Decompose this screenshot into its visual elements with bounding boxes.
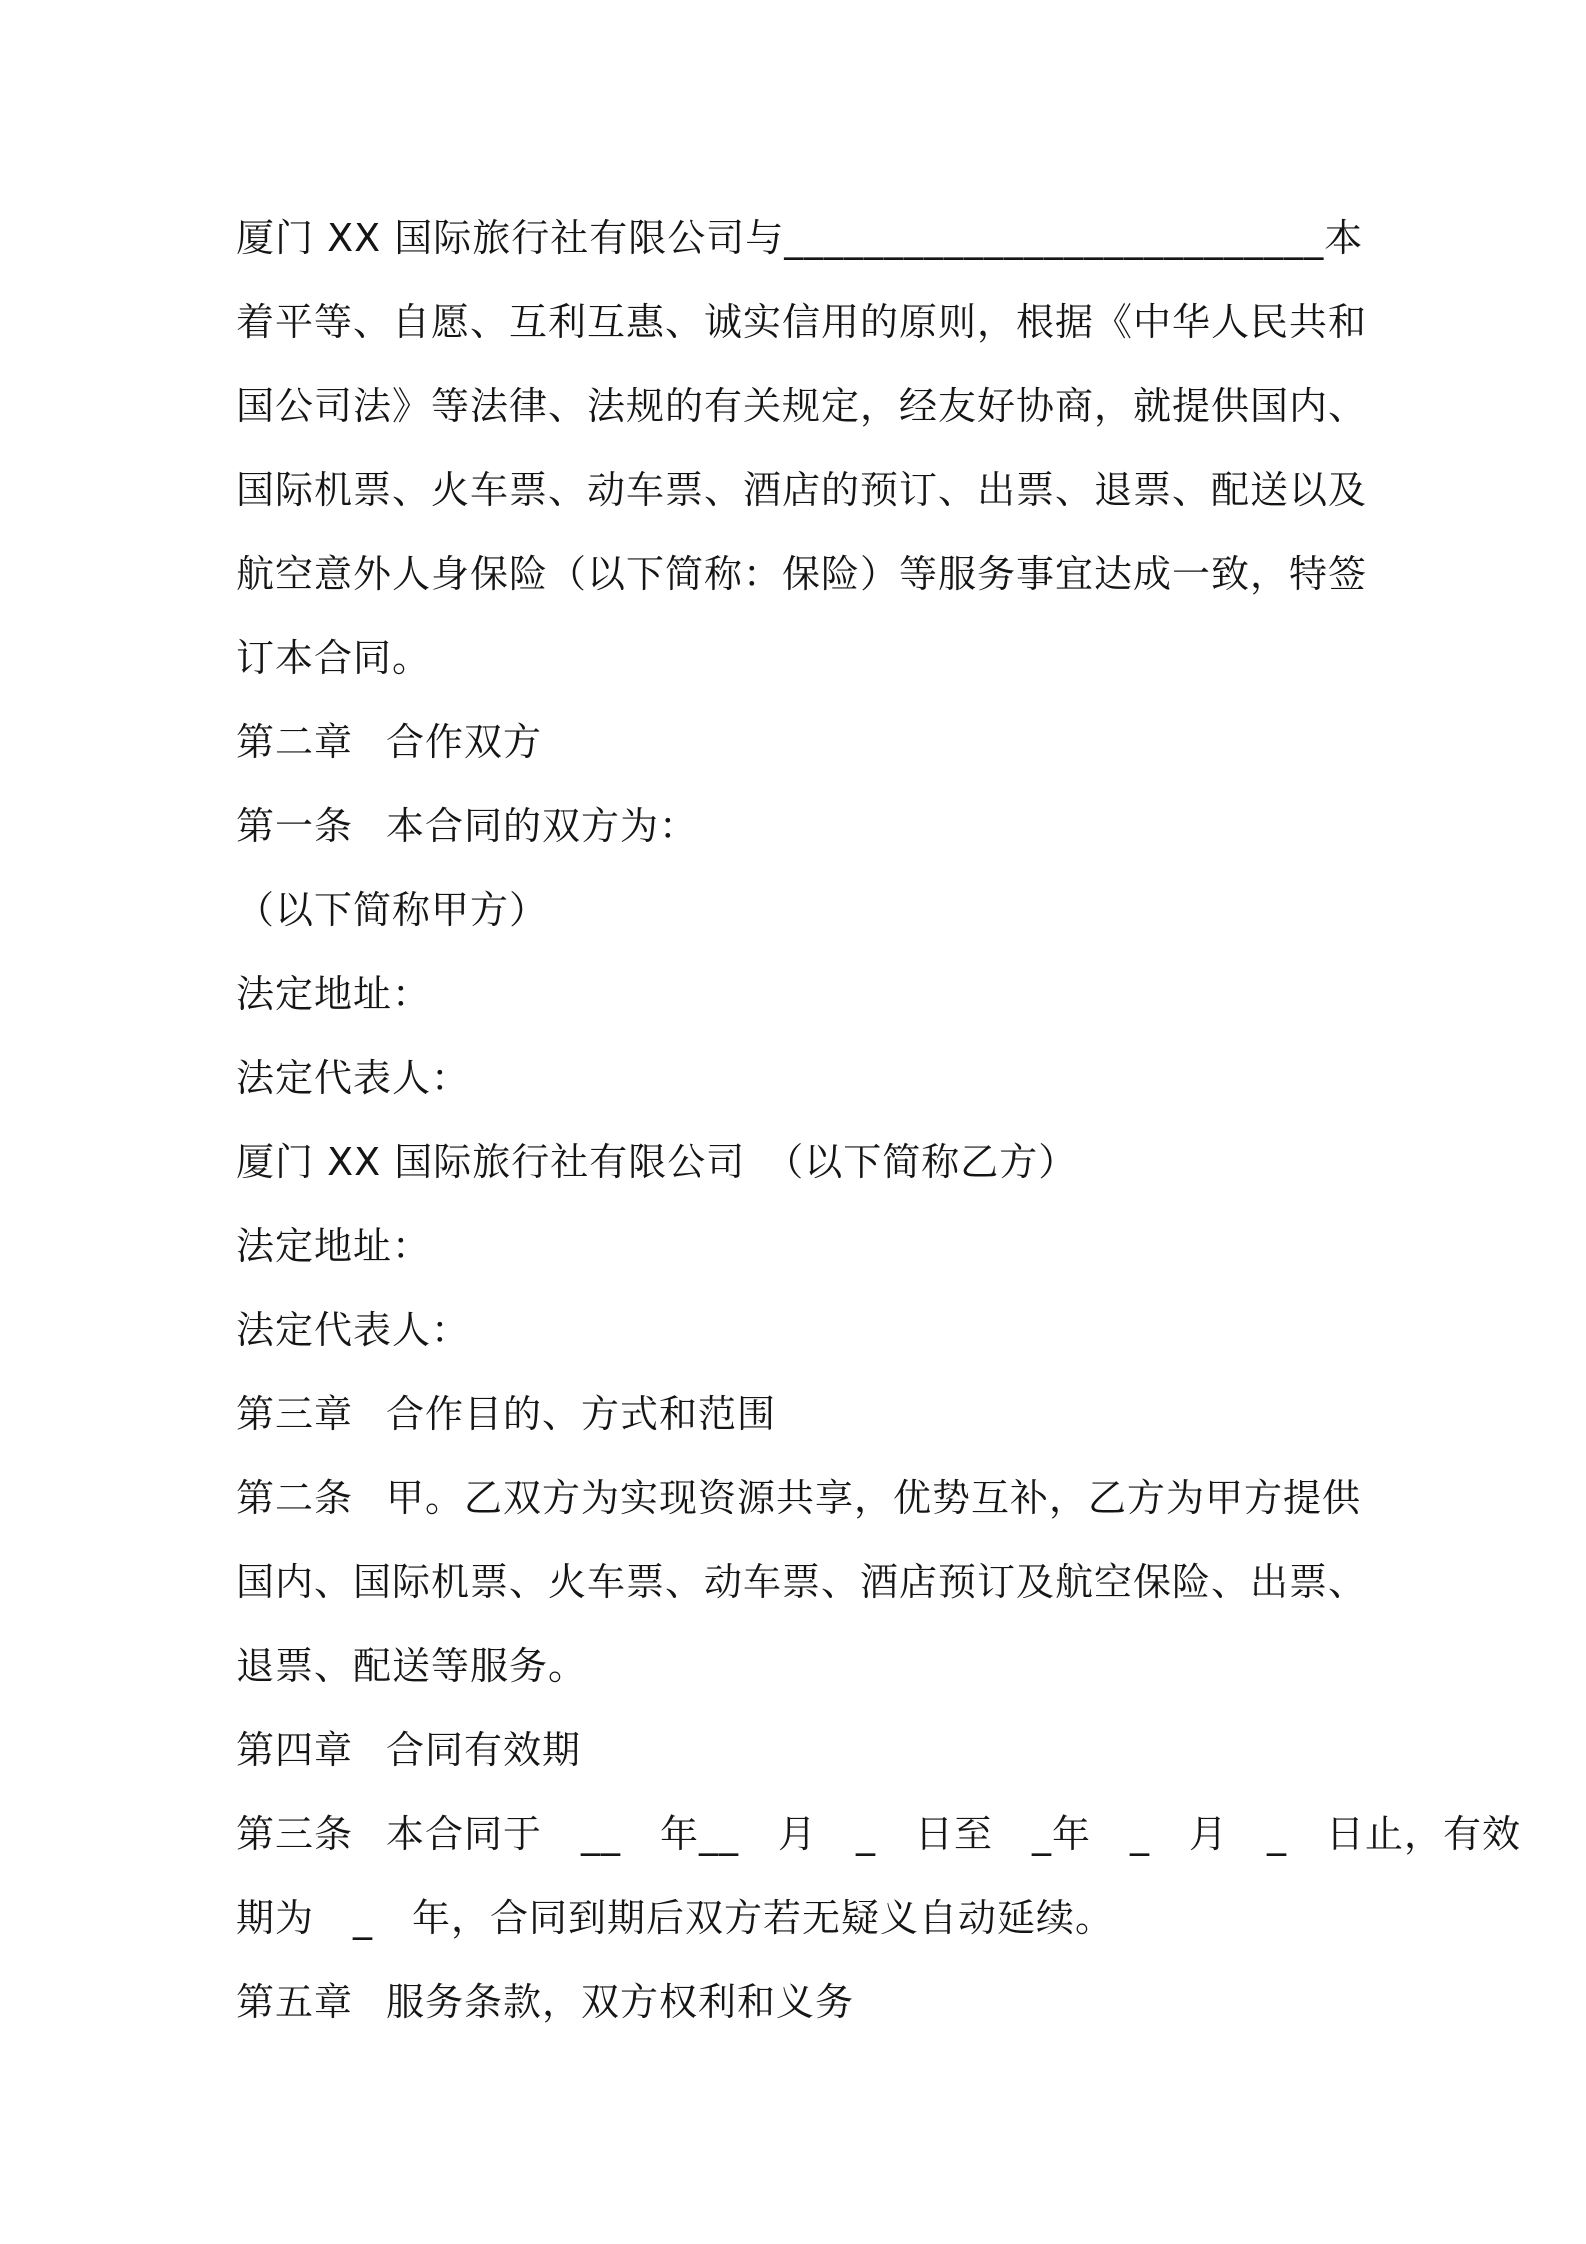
party-a-name: （以下简称甲方） bbox=[236, 888, 549, 932]
chapter-number: 第四章 bbox=[236, 1728, 354, 1772]
article-number: 第一条 bbox=[236, 804, 354, 848]
article-text: 甲。乙双方为实现资源共享，优势互补，乙方为甲方提供 bbox=[386, 1476, 1362, 1520]
article-number: 第三条 bbox=[236, 1812, 354, 1856]
paragraph-line: 订本合同。 bbox=[236, 636, 432, 680]
article-number: 第二条 bbox=[236, 1476, 354, 1520]
document-body bbox=[236, 196, 1522, 2044]
party-b-name: 厦门 XX 国际旅行社有限公司 （以下简称乙方） bbox=[236, 1140, 1078, 1184]
paragraph-line: 国公司法》等法律、法规的有关规定，经友好协商，就提供国内、 bbox=[236, 384, 1368, 428]
chapter-heading-5 bbox=[236, 1960, 1356, 2044]
paragraph-line: 着平等、自愿、互利互惠、诚实信用的原则，根据《中华人民共和 bbox=[236, 300, 1368, 344]
article-1 bbox=[236, 784, 1356, 868]
party-b-address-label: 法定地址： bbox=[236, 1224, 432, 1268]
chapter-title: 服务条款，双方权利和义务 bbox=[386, 1980, 855, 2024]
paragraph-line: 厦门 XX 国际旅行社有限公司与___________________________本 bbox=[236, 216, 1364, 260]
paragraph-line: 航空意外人身保险（以下简称：保险）等服务事宜达成一致，特签 bbox=[236, 552, 1368, 596]
article-3 bbox=[236, 1792, 1522, 1876]
chapter-number: 第五章 bbox=[236, 1980, 354, 2024]
article-2 bbox=[236, 1456, 1362, 1540]
party-a-representative-label: 法定代表人： bbox=[236, 1056, 471, 1100]
chapter-title: 合作双方 bbox=[386, 720, 543, 764]
chapter-number: 第二章 bbox=[236, 720, 354, 764]
party-b-representative-label: 法定代表人： bbox=[236, 1308, 471, 1352]
article-3-continuation: 期为 _ 年，合同到期后双方若无疑义自动延续。 bbox=[236, 1896, 1115, 1940]
paragraph-line: 国际机票、火车票、动车票、酒店的预订、出票、退票、配送以及 bbox=[236, 468, 1368, 512]
article-text: 本合同于 __ 年__ 月 _ 日至 _年 _ 月 _ 日止，有效 bbox=[386, 1812, 1522, 1856]
article-2-continuation: 国内、国际机票、火车票、动车票、酒店预订及航空保险、出票、 bbox=[236, 1560, 1368, 1604]
chapter-title: 合作目的、方式和范围 bbox=[386, 1392, 777, 1436]
chapter-heading-4 bbox=[236, 1708, 1356, 1792]
party-a-address-label: 法定地址： bbox=[236, 972, 432, 1016]
chapter-heading-3 bbox=[236, 1372, 1356, 1456]
chapter-number: 第三章 bbox=[236, 1392, 354, 1436]
article-text: 本合同的双方为： bbox=[386, 804, 699, 848]
chapter-heading-2 bbox=[236, 700, 1356, 784]
article-2-continuation: 退票、配送等服务。 bbox=[236, 1644, 588, 1688]
chapter-title: 合同有效期 bbox=[386, 1728, 582, 1772]
